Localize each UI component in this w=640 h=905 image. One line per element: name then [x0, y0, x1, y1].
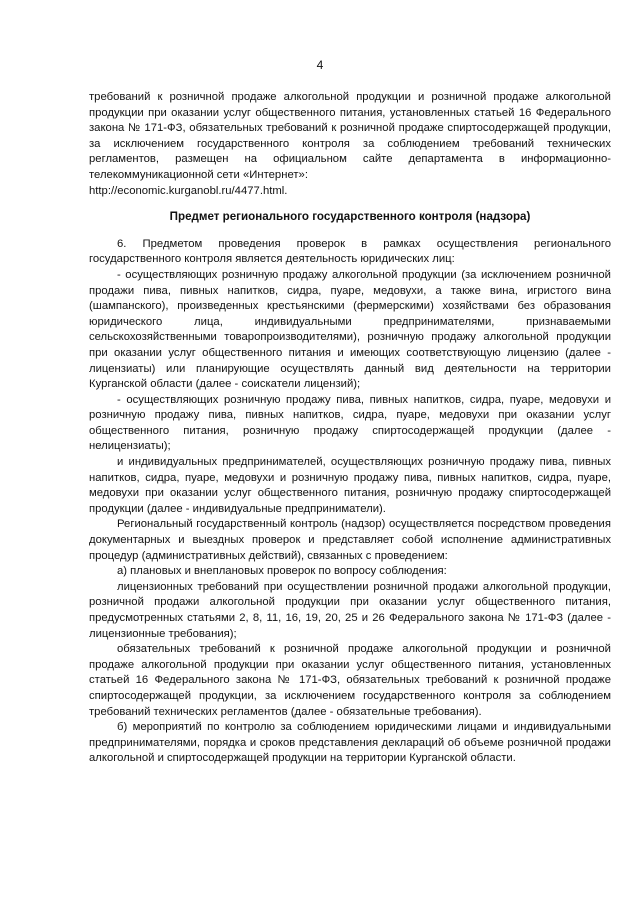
intro-url: http://economic.kurganobl.ru/4477.html. — [89, 184, 288, 197]
intro-paragraph: требований к розничной продаже алкогольной продукции и розничной продаже алкогольной продукции при оказании услуг общественного питания, установленных статьей 16 Федерального закона № 171-ФЗ, обязательных требований к розничной продаже спиртосодержащей продукции, за исключением государственного контроля за соблюдением требований технических регламентов, размещен на официальном сайте департамента в информационно-телекоммуникационной сети «Интернет»: — [89, 91, 611, 181]
paragraph-licensees: - осуществляющих розничную продажу алкогольной продукции (за исключением розничной продажи пива, пивных напитков, сидра, пуаре, медовухи, а также вина, игристого вина (шампанского), произведенных крестьянскими (фермерскими) хозяйствами без образования юридического лица, индивидуальными предпринимателями, признаваемыми сельскохозяйственными товаропроизводителями), розничную продажу алкогольной продукции при оказании услуг общественного питания и имеющих соответствующую лицензию (далее - лицензиаты) или планирующие осуществлять данный вид деятельности на территории Курганской области (далее - соискатели лицензий); — [89, 268, 611, 391]
paragraph-item-b: б) мероприятий по контролю за соблюдением юридическими лицами и индивидуальными предпринимателями, порядка и сроков представления деклараций об объеме розничной продажи алкогольной и спиртосодержащей продукции на территории Курганской области. — [89, 721, 611, 765]
section-heading: Предмет регионального государственного контроля (надзора) — [169, 210, 531, 224]
paragraph-non-licensees: - осуществляющих розничную продажу пива, пивных напитков, сидра, пуаре, медовухи и розничную продажу пива, пивных напитков, сидра, пуаре, медовухи при оказании услуг общественного питания, розничную продажу спиртосодержащей продукции (далее - нелицензиаты); — [89, 393, 611, 453]
page-number: 4 — [316, 58, 324, 72]
paragraph-license-requirements: лицензионных требований при осуществлении розничной продажи алкогольной продукции, розничной продажи алкогольной продукции при оказании услуг общественного питания, предусмотренных статьями 2, 8, 11, 16, 19, 20, 25 и 26 Федерального закона № 171-ФЗ (далее - лицензионные требования); — [89, 580, 611, 640]
paragraph-entrepreneurs: и индивидуальных предпринимателей, осуществляющих розничную продажу пива, пивных напитков, сидра, пуаре, медовухи и розничную продажу пива, пивных напитков, сидра, пуаре, медовухи при оказании услуг общественного питания, розничную продажу спиртосодержащей продукции (далее - индивидуальные предприниматели). — [89, 456, 611, 515]
paragraph-6: 6. Предметом проведения проверок в рамках осуществления регионального государственного контроля является деятельность юридических лиц: — [89, 237, 611, 266]
document-body — [89, 90, 611, 767]
paragraph-control-method: Региональный государственный контроль (надзор) осуществляется посредством проведения документарных и выездных проверок и представляет собой исполнение административных процедур (административных действий), связанных с проведением: — [89, 518, 611, 562]
paragraph-item-a: а) плановых и внеплановых проверок по вопросу соблюдения: — [117, 565, 447, 578]
paragraph-mandatory-requirements: обязательных требований к розничной продаже алкогольной продукции и розничной продаже алкогольной продукции при оказании услуг общественного питания, установленных статьей 16 Федерального закона № 171-ФЗ, обязательных требований к розничной продаже спиртосодержащей продукции, за исключением государственного контроля за соблюдением требований технических регламентов (далее - обязательные требования). — [89, 643, 611, 718]
